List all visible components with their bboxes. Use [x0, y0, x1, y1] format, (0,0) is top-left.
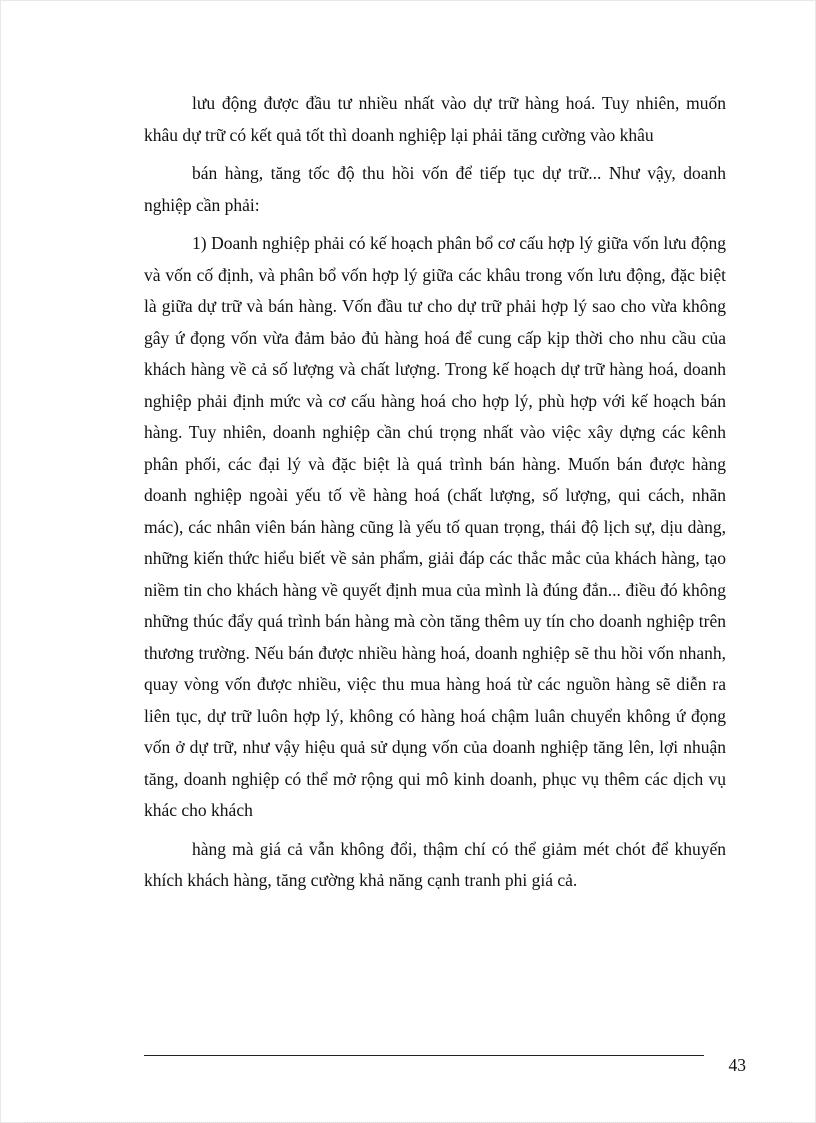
- paragraph-2: bán hàng, tăng tốc độ thu hồi vốn để tiếp tục dự trữ... Như vậy, doanh nghiệp cần phải:: [144, 163, 726, 215]
- paragraph-1: lưu động được đầu tư nhiều nhất vào dự trữ hàng hoá. Tuy nhiên, muốn khâu dự trữ có kết quả tốt thì doanh nghiệp lại phải tăng cường vào khâu: [144, 93, 726, 145]
- body-text: [144, 88, 726, 897]
- paragraph-4: hàng mà giá cả vẫn không đổi, thậm chí có thể giảm mét chót để khuyến khích khách hàng, tăng cường khả năng cạnh tranh phi giá cả.: [144, 838, 726, 890]
- paragraph-3: 1) Doanh nghiệp phải có kế hoạch phân bổ cơ cấu hợp lý giữa vốn lưu động và vốn cố định, và phân bổ vốn hợp lý giữa các khâu trong vốn lưu động, đặc biệt là giữa dự trữ và bán hàng. Vốn đầu tư cho dự trữ phải hợp lý sao cho vừa không gây ứ đọng vốn vừa đảm bảo đủ hàng hoá để cung cấp kịp thời cho nhu cầu của khách hàng về cả số lượng và chất lượng. Trong kế hoạch dự trữ hàng hoá, doanh nghiệp phải định mức và cơ cấu hàng hoá cho hợp lý, phù hợp với kế hoạch bán hàng. Tuy nhiên, doanh nghiệp cần chú trọng nhất vào việc xây dựng các kênh phân phối, các đại lý và đặc biệt là quá trình bán hàng. Muốn bán được hàng doanh nghiệp ngoài yếu tố về hàng hoá (chất lượng, số lượng, qui cách, nhãn mác), các nhân viên bán hàng cũng là yếu tố quan trọng, thái độ lịch sự, dịu dàng, những kiến thức hiểu biết về sản phẩm, giải đáp các thắc mắc của khách hàng, tạo niềm tin cho khách hàng về quyết định mua của mình là đúng đắn... điều đó không những thúc đẩy quá trình bán hàng mà còn tăng thêm uy tín cho doanh nghiệp trên thương trường. Nếu bán được nhiều hàng hoá, doanh nghiệp sẽ thu hồi vốn nhanh, quay vòng vốn được nhiều, việc thu mua hàng hoá từ các nguồn hàng sẽ diễn ra liên tục, dự trữ luôn hợp lý, không có hàng hoá chậm luân chuyển không ứ đọng vốn ở dự trữ, như vậy hiệu quả sử dụng vốn của doanh nghiệp tăng lên, lợi nhuận tăng, doanh nghiệp có thể mở rộng qui mô kinh doanh, phục vụ thêm các dịch vụ khác cho khách: [144, 233, 726, 820]
- footer-rule: [144, 1055, 704, 1056]
- page-number: 43: [728, 1055, 746, 1075]
